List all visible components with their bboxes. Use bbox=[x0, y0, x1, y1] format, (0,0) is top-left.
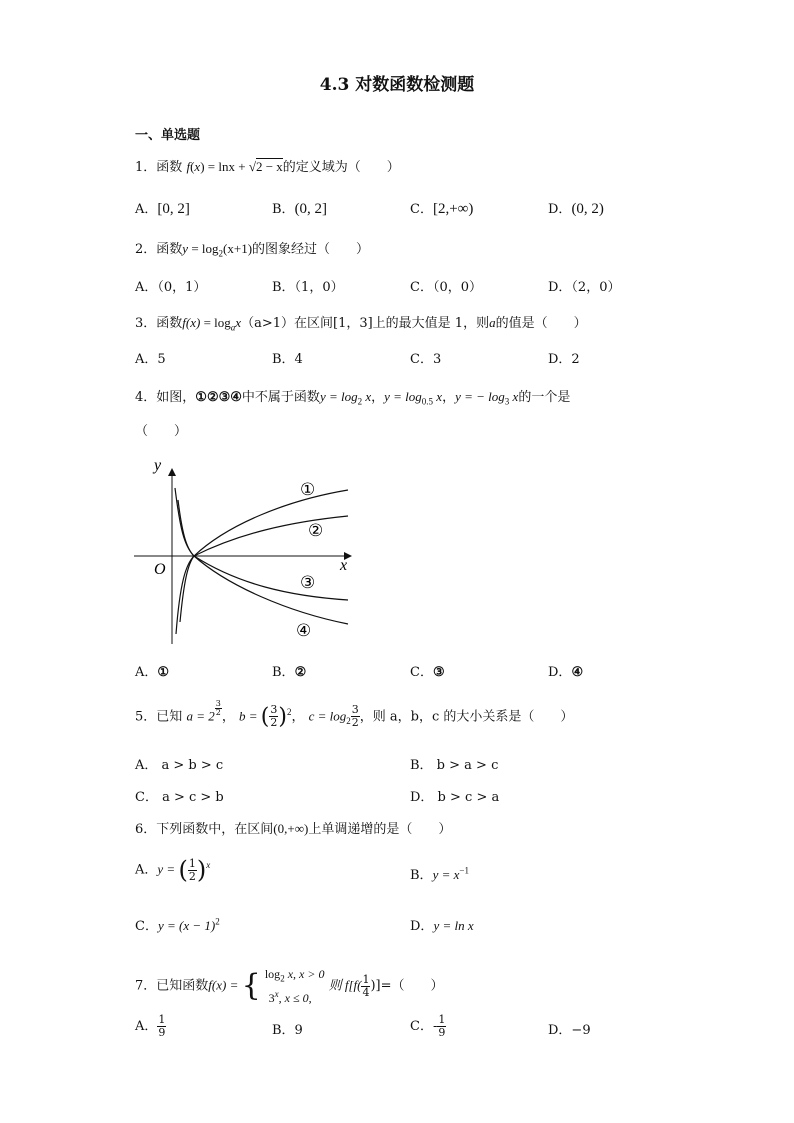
question-6: 6．下列函数中，在区间(0,+∞)上单调递增的是（ ） bbox=[135, 821, 452, 837]
question-number: 1． bbox=[135, 160, 157, 175]
curve-label-3: ③ bbox=[300, 573, 316, 592]
q5-option-a[interactable]: A． a > b > c bbox=[135, 758, 224, 773]
q7-option-a[interactable]: A． $\frac{1}{9}$ bbox=[135, 1013, 166, 1039]
q4-option-d[interactable]: D．④ bbox=[548, 665, 584, 680]
question-2: 2．函数$y = \log_2(x+1)$的图象经过（ ） bbox=[135, 241, 370, 259]
curve-label-4: ④ bbox=[296, 621, 312, 640]
question-text: 的定义域为（ ） bbox=[282, 160, 400, 175]
q6-option-c[interactable]: C．$y = (x - 1)^2$ bbox=[135, 916, 220, 934]
q3-option-a[interactable]: A．5 bbox=[135, 352, 166, 367]
question-3: 3．函数$f(x) = \log_ax(a>1)$在区间[1，3]上的最大值是 1，则a的值是（ ） bbox=[135, 315, 587, 333]
q2-option-b[interactable]: B．（1，0） bbox=[272, 280, 344, 295]
curve-3 bbox=[178, 500, 348, 600]
y-axis-label: y bbox=[154, 457, 162, 474]
section-heading: 一、单选题 bbox=[135, 128, 201, 143]
q7-option-c[interactable]: C．- $\frac{1}{9}$ bbox=[410, 1013, 446, 1039]
question-1: 1．函数 f(x) = lnx + √2 − x的定义域为（ ） bbox=[135, 159, 400, 175]
math-expression: = lnx + bbox=[204, 159, 249, 174]
q5-option-c[interactable]: C． a > c > b bbox=[135, 790, 224, 805]
q7-option-b[interactable]: B．9 bbox=[272, 1023, 303, 1038]
q1-option-c[interactable]: C．[2,+∞) bbox=[410, 201, 474, 217]
q7-option-d[interactable]: D．−9 bbox=[548, 1023, 591, 1038]
curve-label-1: ① bbox=[300, 480, 316, 499]
sqrt-radicand: 2 − x bbox=[255, 159, 283, 174]
origin-label: O bbox=[154, 561, 166, 578]
q4-option-b[interactable]: B．② bbox=[272, 665, 307, 680]
q5-option-b[interactable]: B． b > a > c bbox=[410, 758, 499, 773]
q2-option-a[interactable]: A．（0，1） bbox=[135, 280, 207, 295]
q3-option-b[interactable]: B．4 bbox=[272, 352, 303, 367]
q6-option-a[interactable]: A．y = ( $\frac{1}{2}$ )$^x$ bbox=[135, 856, 211, 884]
q4-option-a[interactable]: A．① bbox=[135, 665, 170, 680]
question-4-paren: （ ） bbox=[135, 424, 188, 439]
log-graph bbox=[128, 452, 358, 652]
q6-option-b[interactable]: B．$y = x^{-1}$ bbox=[410, 865, 469, 883]
q2-option-d[interactable]: D．（2，0） bbox=[548, 280, 621, 295]
q4-option-c[interactable]: C．③ bbox=[410, 665, 445, 680]
piecewise-brace: { bbox=[241, 968, 261, 1004]
q5-option-d[interactable]: D． b > c > a bbox=[410, 790, 500, 805]
math-y: y bbox=[182, 241, 189, 256]
sqrt-sign: √ bbox=[248, 159, 256, 174]
question-4: 4．如图，①②③④中不属于函数$y = \log_2 x$，$y = \log_{0.5} x$，y = − $\log_3 x$的一个是 bbox=[135, 389, 571, 407]
q3-option-d[interactable]: D．2 bbox=[548, 352, 580, 367]
question-text: 函数 bbox=[156, 160, 183, 175]
page-title: 4.3 对数函数检测题 bbox=[319, 75, 475, 95]
math-f: f bbox=[186, 159, 191, 174]
q1-option-d[interactable]: D．(0, 2) bbox=[548, 201, 604, 217]
math-x: x bbox=[194, 159, 201, 174]
q1-option-a[interactable]: A．[0, 2] bbox=[135, 201, 190, 217]
q6-option-d[interactable]: D．y = ln x bbox=[410, 918, 474, 934]
question-7: 7．已知函数f(x) = { $\log_2 x$, x > 0 3$^x$, x ≤ 0, 则 f[f( $\frac{1}{4}$ )]=（ ） bbox=[135, 967, 444, 1006]
question-5: 5．已知 a = 2 $^{\frac{3}{2}}$ ， b = ( $\frac{3}{2}$ )$^2$， $c = \log_2$ $\frac{3}{2}$ ，则 a，b，c 的大小关系是（ ） bbox=[135, 699, 574, 730]
q2-option-c[interactable]: C．（0，0） bbox=[410, 280, 482, 295]
q3-option-c[interactable]: C．3 bbox=[410, 352, 442, 367]
q1-option-b[interactable]: B．(0, 2] bbox=[272, 201, 328, 217]
curve-label-2: ② bbox=[308, 521, 324, 540]
x-axis-label: x bbox=[340, 557, 348, 574]
piecewise-cases: $\log_2 x$, x > 0 3$^x$, x ≤ 0, bbox=[264, 967, 325, 1006]
